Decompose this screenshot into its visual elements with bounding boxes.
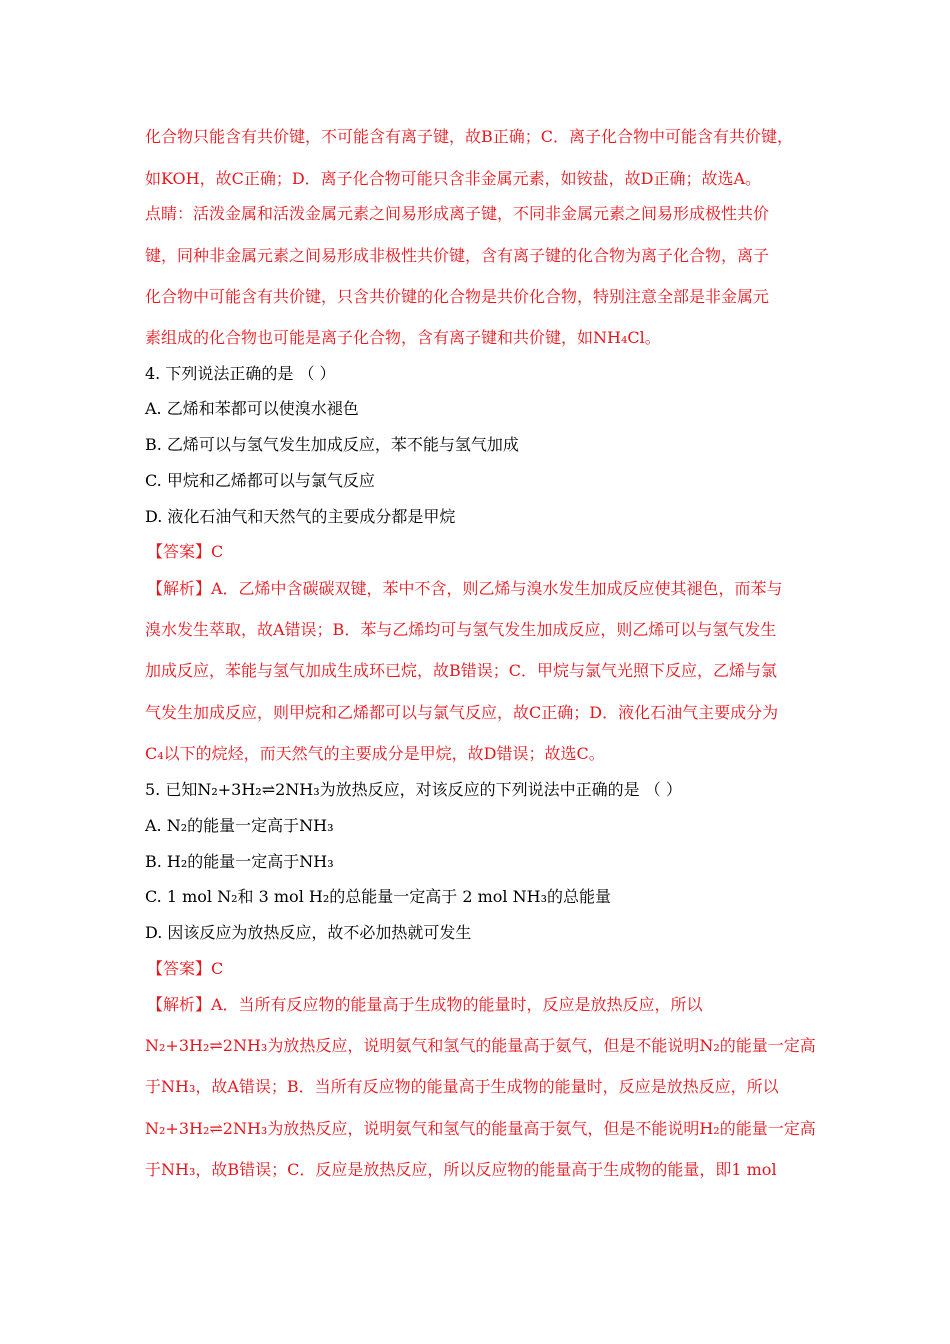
text-line: 5. 已知N₂+3H₂⇌2NH₃为放热反应，对该反应的下列说法中正确的是 （ ） xyxy=(145,780,682,799)
text-line: 4. 下列说法正确的是 （ ） xyxy=(145,364,336,383)
text-line: 溴水发生萃取，故A错误；B．苯与乙烯均可与氢气发生加成反应，则乙烯可以与氢气发生 xyxy=(145,620,777,639)
text-line: 【解析】A．乙烯中含碳碳双键，苯中不含，则乙烯与溴水发生加成反应使其褪色，而苯与 xyxy=(147,579,783,598)
text-line: C. 1 mol N₂和 3 mol H₂的总能量一定高于 2 mol NH₃的总能量 xyxy=(145,887,611,906)
text-line: 素组成的化合物也可能是离子化合物，含有离子键和共价键，如NH₄Cl。 xyxy=(145,328,661,347)
text-line: A. N₂的能量一定高于NH₃ xyxy=(145,816,334,835)
text-line: 键，同种非金属元素之间易形成非极性共价键，含有离子键的化合物为离子化合物，离子 xyxy=(145,246,770,265)
text-line: 于NH₃，故B错误；C．反应是放热反应，所以反应物的能量高于生成物的能量，即1 mol xyxy=(145,1160,777,1179)
text-line: A. 乙烯和苯都可以使溴水褪色 xyxy=(145,399,359,418)
text-line: 如KOH，故C正确；D．离子化合物可能只含非金属元素，如铵盐，故D正确；故选A。 xyxy=(145,169,762,188)
text-line: 加成反应，苯能与氢气加成生成环已烷，故B错误；C．甲烷与氯气光照下反应，乙烯与氯 xyxy=(145,661,778,680)
text-line: D. 液化石油气和天然气的主要成分都是甲烷 xyxy=(145,507,456,526)
text-line: 【答案】C xyxy=(147,959,224,978)
text-line: 【答案】C xyxy=(147,542,224,561)
text-line: B. H₂的能量一定高于NH₃ xyxy=(145,852,334,871)
text-line: 点睛：活泼金属和活泼金属元素之间易形成离子键，不同非金属元素之间易形成极性共价 xyxy=(145,204,770,223)
text-line: 化合物只能含有共价键，不可能含有离子键，故B正确；C．离子化合物中可能含有共价键， xyxy=(145,127,794,146)
text-line: C₄以下的烷烃，而天然气的主要成分是甲烷，故D错误；故选C。 xyxy=(145,744,605,763)
text-line: C. 甲烷和乙烯都可以与氯气反应 xyxy=(145,471,375,490)
text-line: 气发生加成反应，则甲烷和乙烯都可以与氯气反应，故C正确；D．液化石油气主要成分为 xyxy=(145,703,779,722)
text-line: B. 乙烯可以与氢气发生加成反应，苯不能与氢气加成 xyxy=(145,435,519,454)
text-line: D. 因该反应为放热反应，故不必加热就可发生 xyxy=(145,923,472,942)
text-line: 于NH₃，故A错误；B．当所有反应物的能量高于生成物的能量时，反应是放热反应，所以 xyxy=(145,1077,779,1096)
text-line: 【解析】A．当所有反应物的能量高于生成物的能量时，反应是放热反应，所以 xyxy=(147,995,703,1014)
text-line: N₂+3H₂⇌2NH₃为放热反应，说明氨气和氢气的能量高于氨气，但是不能说明N₂的能量一定高 xyxy=(145,1036,816,1055)
text-line: N₂+3H₂⇌2NH₃为放热反应，说明氨气和氢气的能量高于氨气，但是不能说明H₂的能量一定高 xyxy=(145,1119,816,1138)
text-line: 化合物中可能含有共价键，只含共价键的化合物是共价化合物，特别注意全部是非金属元 xyxy=(145,287,770,306)
